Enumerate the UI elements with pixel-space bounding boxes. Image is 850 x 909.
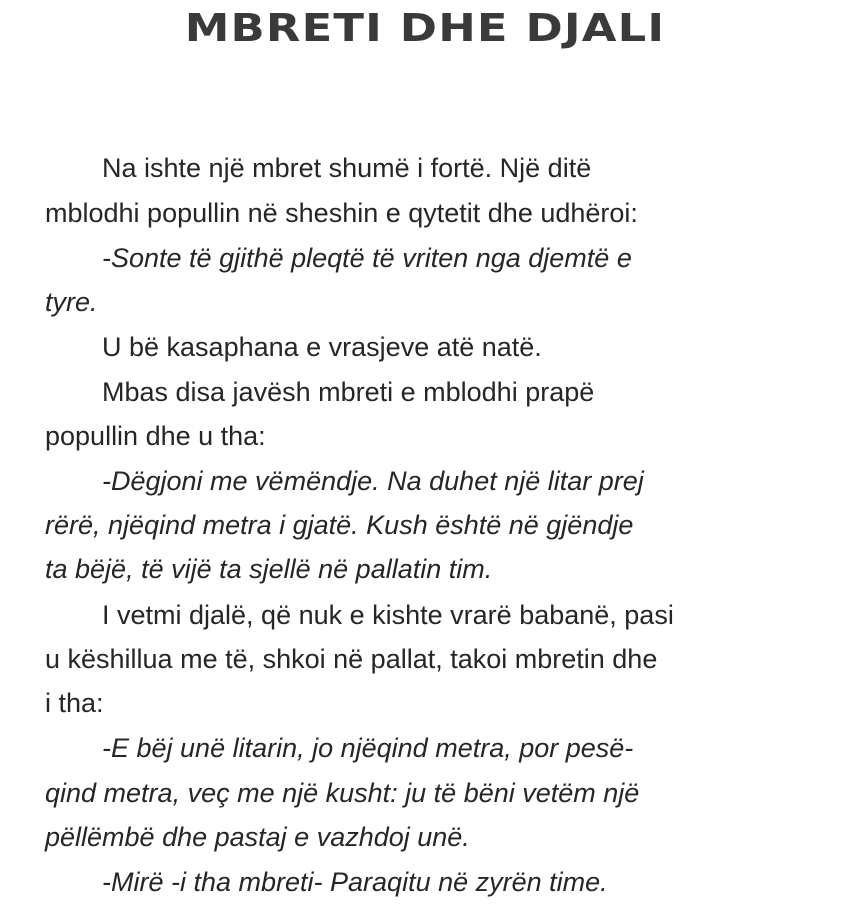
text-line: i tha: [45,688,104,718]
text-line: I vetmi djalë, që nuk e kishte vrarë babanë, pasi [102,600,674,630]
story-title: MBRETI DHE DJALI [184,6,666,50]
text-line: tyre. [45,287,98,317]
text-line: pëllëmbë dhe pastaj e vazhdoj unë. [45,822,470,852]
text-line: -Sonte të gjithë pleqtë të vriten nga djemtë e [102,243,632,273]
text-line: U bë kasaphana e vrasjeve atë natë. [102,332,542,362]
text-line: qind metra, veç me një kusht: ju të bëni vetëm një [45,778,640,808]
text-line: ta bëjë, të vijë ta sjellë në pallatin tim. [45,554,493,584]
text-line: Na ishte një mbret shumë i fortë. Një ditë [102,153,592,183]
text-line: u këshillua me të, shkoi në pallat, takoi mbretin dhe [45,644,658,674]
text-line: -Dëgjoni me vëmëndje. Na duhet një litar prej [102,466,644,496]
text-line: mblodhi popullin në sheshin e qytetit dhe udhëroi: [45,198,638,228]
text-line: Mbas disa javësh mbreti e mblodhi prapë [102,377,595,407]
text-line: -Mirë -i tha mbreti- Paraqitu në zyrën time. [102,867,608,897]
text-line: -E bëj unë litarin, jo njëqind metra, por pesë- [102,733,634,763]
text-line: rërë, njëqind metra i gjatë. Kush është në gjëndje [45,510,634,540]
text-line: popullin dhe u tha: [45,421,266,451]
